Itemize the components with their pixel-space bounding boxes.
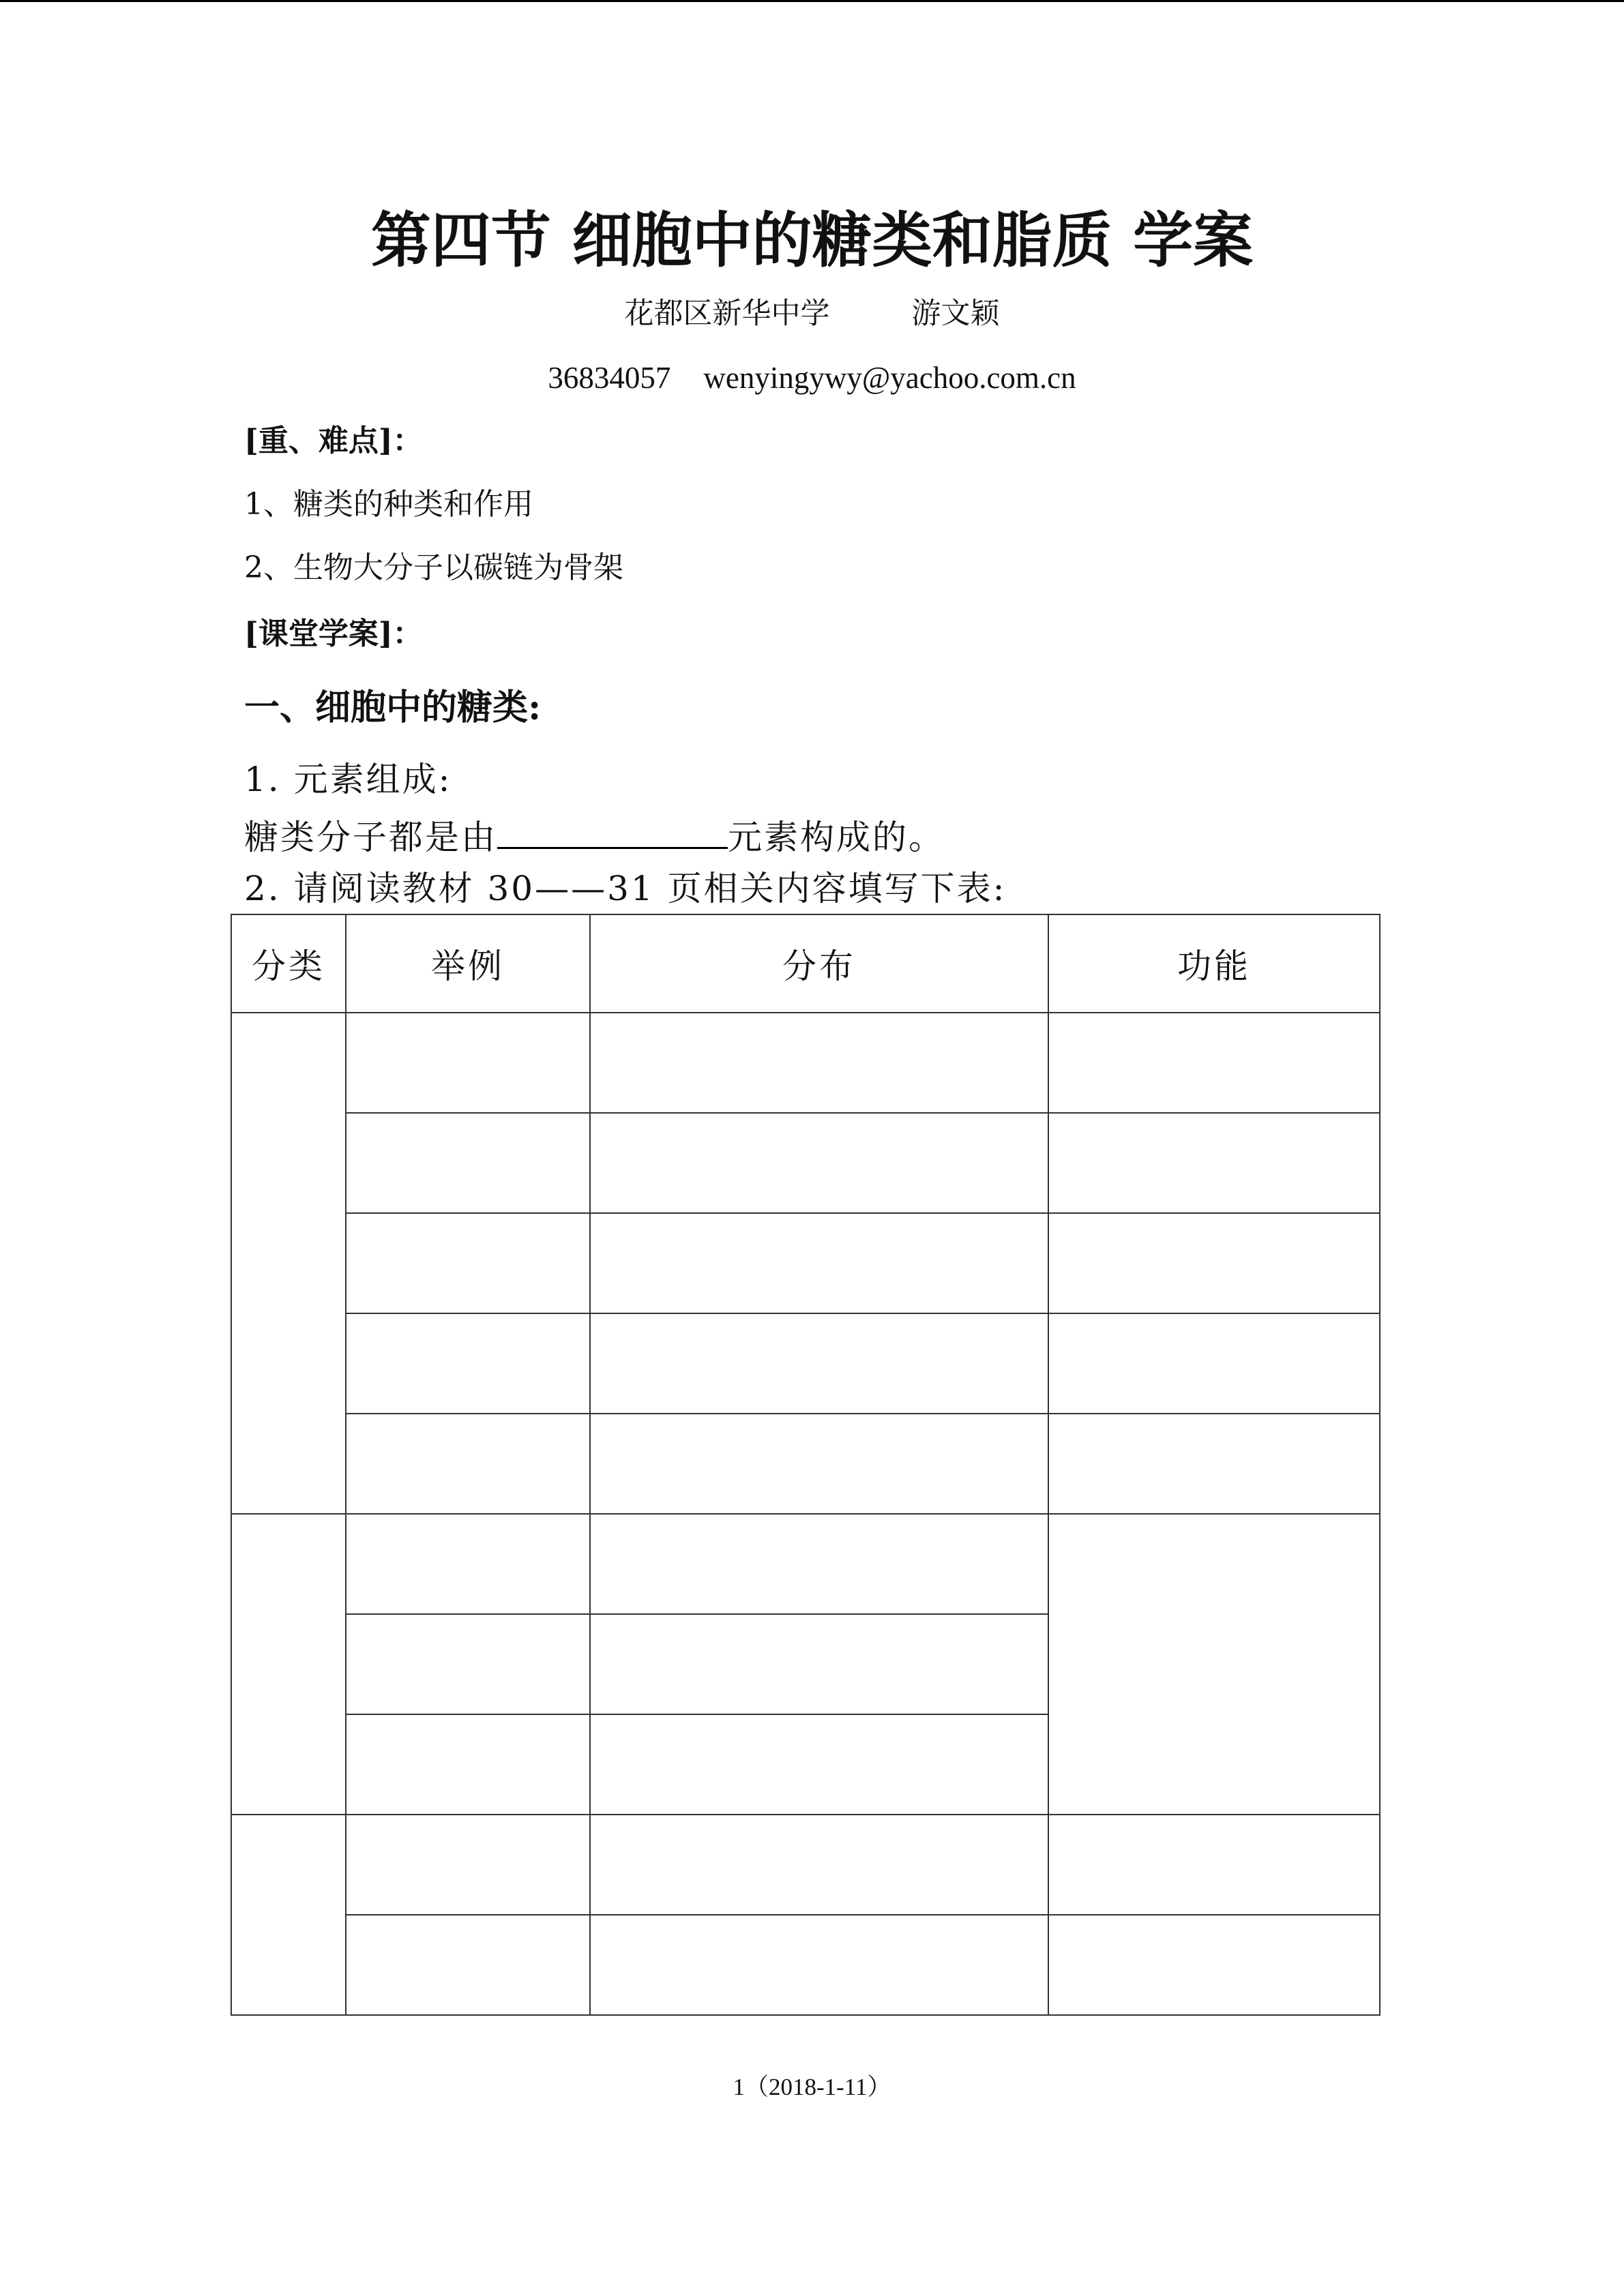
distribution-cell[interactable] (590, 1514, 1048, 1614)
email-address: wenyingywy@yachoo.com.cn (703, 361, 1076, 395)
header-category: 分类 (231, 914, 346, 1013)
fill-in-sentence (244, 811, 945, 860)
function-cell[interactable] (1048, 1113, 1380, 1213)
header-distribution: 分布 (590, 914, 1048, 1013)
fill-text-before: 糖类分子都是由 (244, 818, 497, 857)
example-cell[interactable] (346, 1414, 590, 1514)
question-item: 1. 元素组成: (244, 760, 452, 799)
table-row (231, 1013, 1380, 1113)
key-points-heading: [重、难点]： (244, 423, 423, 458)
page-title: 第四节 细胞中的糖类和脂质 学案 (370, 205, 1254, 275)
header-example: 举例 (346, 914, 590, 1013)
function-cell[interactable] (1048, 1915, 1380, 2015)
author-name: 游文颖 (911, 297, 1000, 331)
table-row (231, 1815, 1380, 1915)
example-cell[interactable] (346, 1815, 590, 1915)
class-plan-heading: [课堂学案]： (244, 616, 423, 651)
category-cell[interactable] (231, 1013, 346, 1514)
table-header-row (231, 914, 1380, 1013)
question-item: 2. 请阅读教材 30——31 页相关内容填写下表: (244, 869, 1007, 908)
table-row (231, 1414, 1380, 1514)
sugar-classification-table (231, 914, 1381, 2016)
category-cell[interactable] (231, 1815, 346, 2015)
contact-line (0, 357, 1624, 398)
distribution-cell[interactable] (590, 1714, 1048, 1815)
example-cell[interactable] (346, 1915, 590, 2015)
table-row (231, 1514, 1380, 1614)
table-row (231, 1313, 1380, 1414)
table-row (231, 1113, 1380, 1213)
distribution-cell[interactable] (590, 1213, 1048, 1313)
distribution-cell[interactable] (590, 1113, 1048, 1213)
function-cell[interactable] (1048, 1514, 1380, 1815)
function-cell[interactable] (1048, 1414, 1380, 1514)
section-heading: 一、细胞中的糖类: (244, 687, 542, 728)
distribution-cell[interactable] (590, 1815, 1048, 1915)
function-cell[interactable] (1048, 1213, 1380, 1313)
key-point-item: 2、生物大分子以碳链为骨架 (244, 550, 623, 585)
top-border (0, 0, 1624, 2)
function-cell[interactable] (1048, 1313, 1380, 1414)
example-cell[interactable] (346, 1614, 590, 1714)
example-cell[interactable] (346, 1113, 590, 1213)
header-function: 功能 (1048, 914, 1380, 1013)
example-cell[interactable] (346, 1313, 590, 1414)
fill-text-after: 元素构成的。 (728, 818, 945, 857)
school-name: 花都区新华中学 (624, 297, 830, 331)
table-row (231, 1213, 1380, 1313)
distribution-cell[interactable] (590, 1915, 1048, 2015)
distribution-cell[interactable] (590, 1414, 1048, 1514)
example-cell[interactable] (346, 1714, 590, 1815)
answer-blank[interactable] (497, 811, 728, 849)
category-cell[interactable] (231, 1514, 346, 1815)
author-line (0, 293, 1624, 334)
function-cell[interactable] (1048, 1013, 1380, 1113)
page-footer: 1（2018-1-11） (733, 2074, 891, 2100)
example-cell[interactable] (346, 1213, 590, 1313)
distribution-cell[interactable] (590, 1614, 1048, 1714)
example-cell[interactable] (346, 1013, 590, 1113)
distribution-cell[interactable] (590, 1013, 1048, 1113)
distribution-cell[interactable] (590, 1313, 1048, 1414)
phone-number: 36834057 (548, 361, 671, 395)
function-cell[interactable] (1048, 1815, 1380, 1915)
key-point-item: 1、糖类的种类和作用 (244, 487, 533, 522)
table-row (231, 1915, 1380, 2015)
example-cell[interactable] (346, 1514, 590, 1614)
